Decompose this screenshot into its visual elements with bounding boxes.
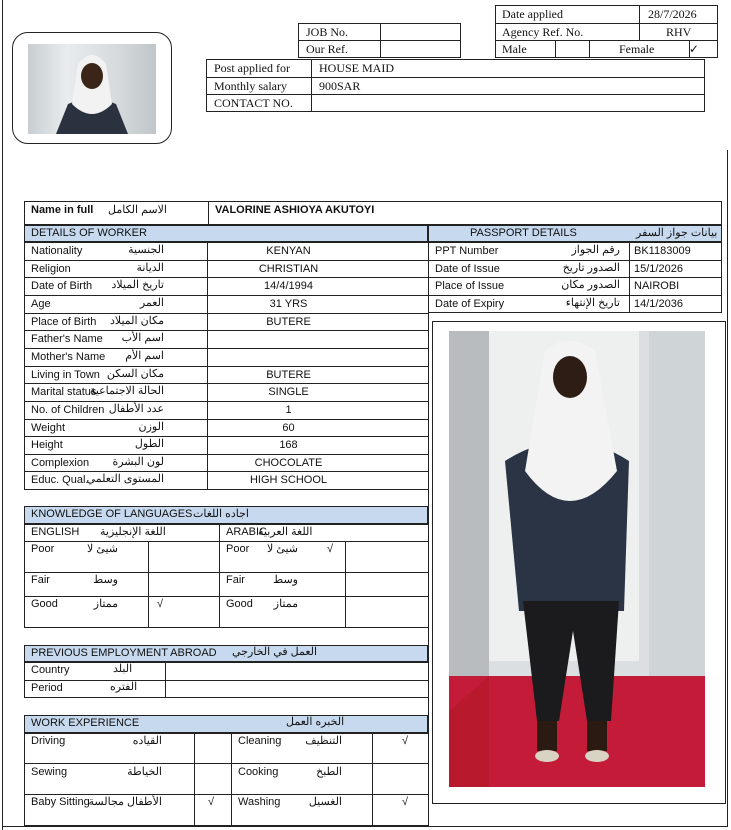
detail-value: 1 <box>285 404 292 416</box>
country-label: Country <box>31 664 70 676</box>
details-row-line <box>24 348 428 349</box>
arabic-level-label-ar: وسط <box>273 574 298 586</box>
passport-label: PPT Number <box>435 245 499 257</box>
detail-label-ar: عدد الأطفال <box>108 403 164 415</box>
arabic-level-label: Good <box>226 598 253 610</box>
passport-title-ar: بيانات جواز السفر <box>636 227 718 239</box>
salary-value: 900SAR <box>319 79 361 93</box>
female-checkmark: ✓ <box>689 42 700 56</box>
passport-label-ar: الصدور مكان <box>561 279 620 291</box>
detail-label-ar: العمر <box>139 297 164 309</box>
passport-row-line <box>428 312 722 313</box>
country-label-ar: البلد <box>113 663 133 675</box>
period-label-ar: الفتره <box>110 681 138 693</box>
detail-value: BUTERE <box>266 316 311 328</box>
detail-label-ar: لون البشرة <box>112 456 164 468</box>
detail-label: Age <box>31 298 51 310</box>
work-skill-label: Cleaning <box>238 735 282 747</box>
female-label: Female <box>619 42 655 56</box>
arabic-label-ar: اللغة العربية <box>258 526 313 538</box>
passport-value: BK1183009 <box>634 245 691 257</box>
detail-label: Religion <box>31 263 71 275</box>
details-row-line <box>24 454 428 455</box>
detail-value: CHOCOLATE <box>254 457 323 469</box>
details-row-line <box>24 366 428 367</box>
detail-label-ar: اسم الأب <box>121 332 164 344</box>
english-level-label: Fair <box>31 574 50 586</box>
detail-label: Living in Town <box>31 369 100 381</box>
detail-label: Height <box>31 439 63 451</box>
work-exp-table <box>24 733 429 826</box>
work-skill-label-ar: الطبخ <box>316 766 342 778</box>
date-applied-value: 28/7/2026 <box>648 7 697 21</box>
work-skill-label-ar: الأطفال مجالسة <box>88 796 162 808</box>
detail-label-ar: اسم الأم <box>125 350 164 362</box>
passport-title: PASSPORT DETAILS <box>470 227 577 239</box>
arabic-level-label-ar: ممتاز <box>273 598 298 610</box>
passport-label-ar: رقم الجواز <box>571 244 620 256</box>
arabic-level-label: Fair <box>226 574 245 586</box>
detail-value: 60 <box>282 422 295 434</box>
job-no-label: JOB No. <box>306 25 349 39</box>
detail-label-ar: مكان الميلاد <box>109 315 164 327</box>
details-row-line <box>24 419 428 420</box>
male-label: Male <box>502 42 527 56</box>
details-row-line <box>24 489 428 490</box>
work-skill-label: Washing <box>238 796 281 808</box>
details-row-line <box>24 295 428 296</box>
detail-label-ar: الحالة الاجتماعية <box>89 385 164 397</box>
details-row-line <box>24 242 428 243</box>
details-row-line <box>24 383 428 384</box>
passport-row-line <box>428 242 722 243</box>
passport-row-line <box>428 260 722 261</box>
passport-label: Place of Issue <box>435 280 505 292</box>
our-ref-label: Our Ref. <box>306 42 348 56</box>
detail-label: Place of Birth <box>31 316 97 328</box>
detail-value: 168 <box>279 439 298 451</box>
large-photo <box>449 331 705 787</box>
post-label: Post applied for <box>214 61 290 75</box>
name-label: Name in full <box>31 204 94 216</box>
contact-label: CONTACT NO. <box>214 96 293 110</box>
detail-label-ar: الطول <box>134 438 164 450</box>
work-skill-label-ar: التنظيف <box>305 735 342 747</box>
work-skill-label: Cooking <box>238 766 279 778</box>
english-level-label-ar: شيئ لا <box>86 543 118 555</box>
details-row-line <box>24 401 428 402</box>
work-skill-mark: √ <box>402 735 409 747</box>
name-value: VALORINE ASHIOYA AKUTOYI <box>215 204 375 216</box>
english-level-label-ar: ممتاز <box>93 598 118 610</box>
work-exp-title: WORK EXPERIENCE <box>31 717 140 729</box>
passport-label: Date of Expiry <box>435 298 505 310</box>
detail-value: CHRISTIAN <box>258 263 319 275</box>
english-label: ENGLISH <box>31 526 80 538</box>
details-row-line <box>24 436 428 437</box>
work-skill-mark: √ <box>208 796 215 808</box>
english-level-label: Poor <box>31 543 55 555</box>
agency-ref-label: Agency Ref. No. <box>502 25 584 39</box>
english-level-label-ar: وسط <box>93 574 118 586</box>
passport-value: 15/1/2026 <box>634 263 683 275</box>
detail-label: Educ. Qual. <box>31 474 89 486</box>
passport-row-line <box>428 295 722 296</box>
details-title: DETAILS OF WORKER <box>31 227 147 239</box>
detail-label: Weight <box>31 422 66 434</box>
work-skill-label: Driving <box>31 735 66 747</box>
english-level-label: Good <box>31 598 58 610</box>
small-photo <box>28 44 156 134</box>
detail-label: Date of Birth <box>31 280 93 292</box>
detail-label-ar: الوزن <box>138 421 164 433</box>
passport-label: Date of Issue <box>435 263 500 275</box>
prev-employment-title: PREVIOUS EMPLOYMENT ABROAD <box>31 647 217 659</box>
salary-label: Monthly salary <box>214 79 287 93</box>
details-row-line <box>24 330 428 331</box>
detail-value: 14/4/1994 <box>264 280 313 292</box>
detail-label-ar: الجنسية <box>128 244 164 256</box>
details-row-line <box>24 277 428 278</box>
work-skill-label-ar: القياده <box>132 735 162 747</box>
prev-employment-title-ar: العمل في الخارجي <box>232 646 318 658</box>
languages-title-ar: اجاده اللغات <box>193 508 249 520</box>
detail-value: BUTERE <box>266 369 311 381</box>
detail-value: KENYAN <box>266 245 311 257</box>
passport-value: NAIROBI <box>634 280 680 292</box>
detail-label: Nationality <box>31 245 83 257</box>
detail-label-ar: الديانة <box>136 262 164 274</box>
passport-value: 14/1/2036 <box>634 298 683 310</box>
detail-label-ar: تاريخ الميلاد <box>111 279 164 291</box>
work-exp-title-ar: الخبره العمل <box>286 716 345 728</box>
details-row-line <box>24 313 428 314</box>
work-skill-label: Sewing <box>31 766 68 778</box>
details-row-line <box>24 260 428 261</box>
languages-title: KNOWLEDGE OF LANGUAGES <box>31 508 193 520</box>
detail-value: HIGH SCHOOL <box>249 474 327 486</box>
agency-ref-value: RHV <box>666 25 692 39</box>
passport-label-ar: الصدور تاريخ <box>562 262 620 274</box>
arabic-level-mark: √ <box>327 543 334 555</box>
details-row-line <box>24 471 428 472</box>
english-label-ar: اللغة الإنجليزية <box>100 526 166 538</box>
arabic-label: ARABIC <box>226 526 267 538</box>
passport-label-ar: تاريخ الإنتهاء <box>565 297 620 309</box>
detail-label: No. of Children <box>31 404 105 416</box>
english-level-mark: √ <box>157 598 164 610</box>
date-applied-label: Date applied <box>502 7 563 21</box>
passport-row-line <box>428 277 722 278</box>
detail-label: Mother's Name <box>31 351 106 363</box>
detail-label: Marital status <box>31 386 97 398</box>
detail-label: Father's Name <box>31 333 103 345</box>
detail-value: 31 YRS <box>269 298 308 310</box>
post-value: HOUSE MAID <box>319 61 394 75</box>
detail-label-ar: مكان السكن <box>106 368 164 380</box>
work-skill-label-ar: الخياطة <box>127 766 162 778</box>
work-skill-mark: √ <box>402 796 409 808</box>
detail-label-ar: المستوى التعلمي <box>86 473 164 485</box>
period-label: Period <box>31 682 63 694</box>
work-skill-label: Baby Sitting <box>31 796 90 808</box>
arabic-level-label: Poor <box>226 543 250 555</box>
arabic-level-label-ar: شيئ لا <box>266 543 298 555</box>
detail-value: SINGLE <box>268 386 309 398</box>
name-label-ar: الاسم الكامل <box>108 204 167 216</box>
detail-label: Complexion <box>31 457 90 469</box>
work-skill-label-ar: الغسيل <box>308 796 342 808</box>
